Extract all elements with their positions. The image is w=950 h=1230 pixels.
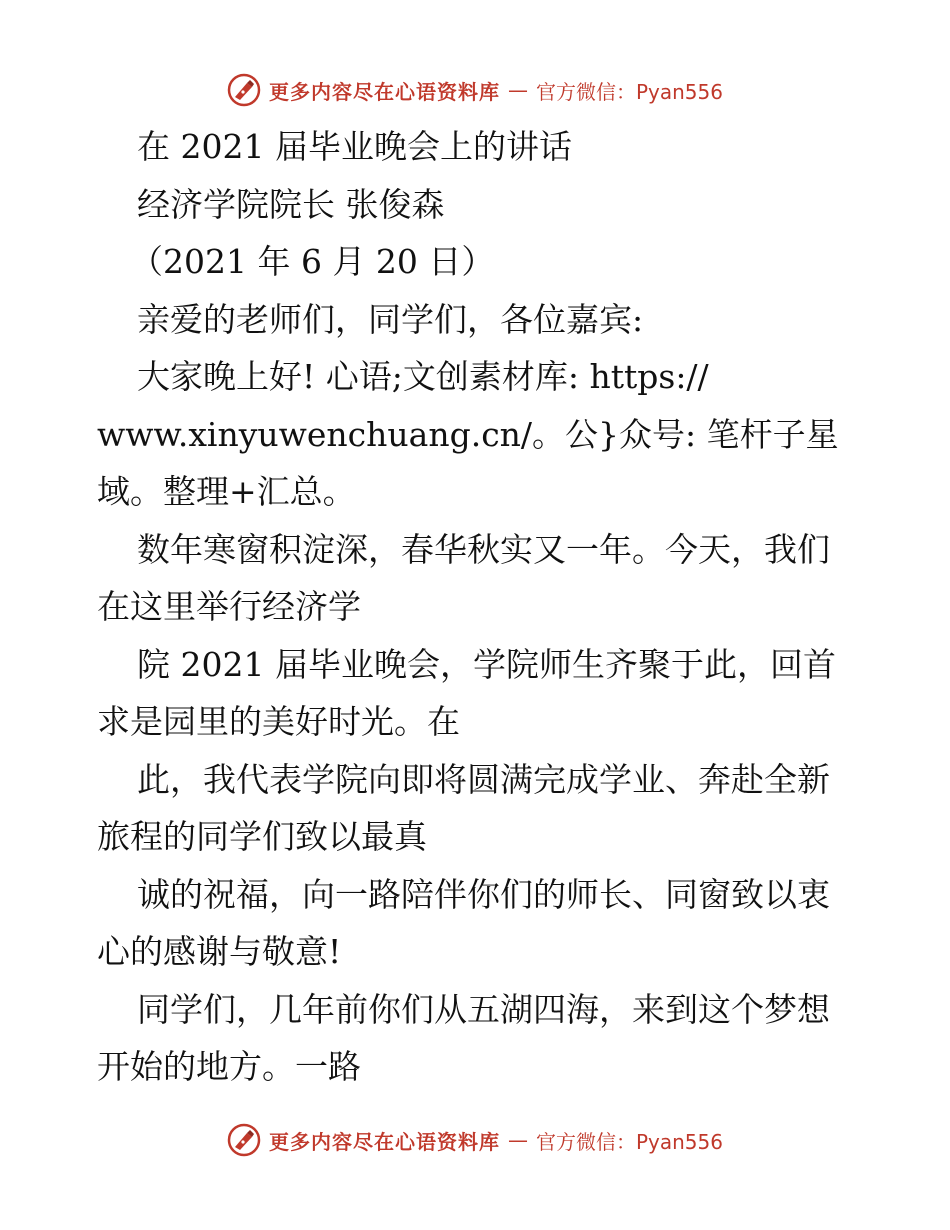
paragraph-line: 心的感谢与敬意! [97, 932, 342, 971]
salutation: 亲爱的老师们，同学们，各位嘉宾: [137, 299, 644, 339]
paragraph-line: 诚的祝福，向一路陪伴你们的师长、同窗致以衷 [137, 874, 830, 914]
speech-date: （2021 年 6 月 20 日） [130, 242, 495, 281]
footer-brand-text: 更多内容尽在心语资料库 [268, 1129, 500, 1154]
speaker-line: 经济学院院长 张俊森 [137, 184, 445, 224]
footer-official-wechat: 官方微信：Pyan556 [535, 1129, 723, 1154]
paragraph-line: 同学们，几年前你们从五湖四海，来到这个梦想 [137, 989, 830, 1029]
footer-separator: — [507, 1128, 528, 1152]
paragraph-line: 此，我代表学院向即将圆满完成学业、奔赴全新 [137, 759, 830, 799]
paragraph-line: 院 2021 届毕业晚会，学院师生齐聚于此，回首 [137, 644, 836, 684]
header-separator: — [507, 78, 528, 102]
speech-title: 在 2021 届毕业晚会上的讲话 [137, 127, 572, 166]
paragraph-line: 数年寒窗积淀深，春华秋实又一年。今天，我们 [137, 529, 830, 569]
paragraph-line: 求是园里的美好时光。在 [97, 702, 460, 741]
paragraph-line: 开始的地方。一路 [97, 1047, 361, 1086]
paragraph-line: www.xinyuwenchuang.cn/。公}众号: 笔杆子星 [97, 414, 839, 454]
paragraph-line: 旅程的同学们致以最真 [97, 817, 427, 856]
footer-banner [0, 1120, 950, 1160]
header-banner [0, 70, 950, 110]
fountain-pen-logo-icon [227, 73, 261, 107]
paragraph-line: 大家晚上好! 心语;文创素材库: https:// [137, 357, 709, 396]
header-brand-text: 更多内容尽在心语资料库 [268, 79, 500, 104]
fountain-pen-logo-icon [227, 1123, 261, 1157]
paragraph-line: 在这里举行经济学 [97, 587, 361, 626]
header-official-wechat: 官方微信：Pyan556 [535, 79, 723, 104]
document-body [97, 118, 867, 1096]
paragraph-line: 域。整理+汇总。 [97, 472, 356, 511]
